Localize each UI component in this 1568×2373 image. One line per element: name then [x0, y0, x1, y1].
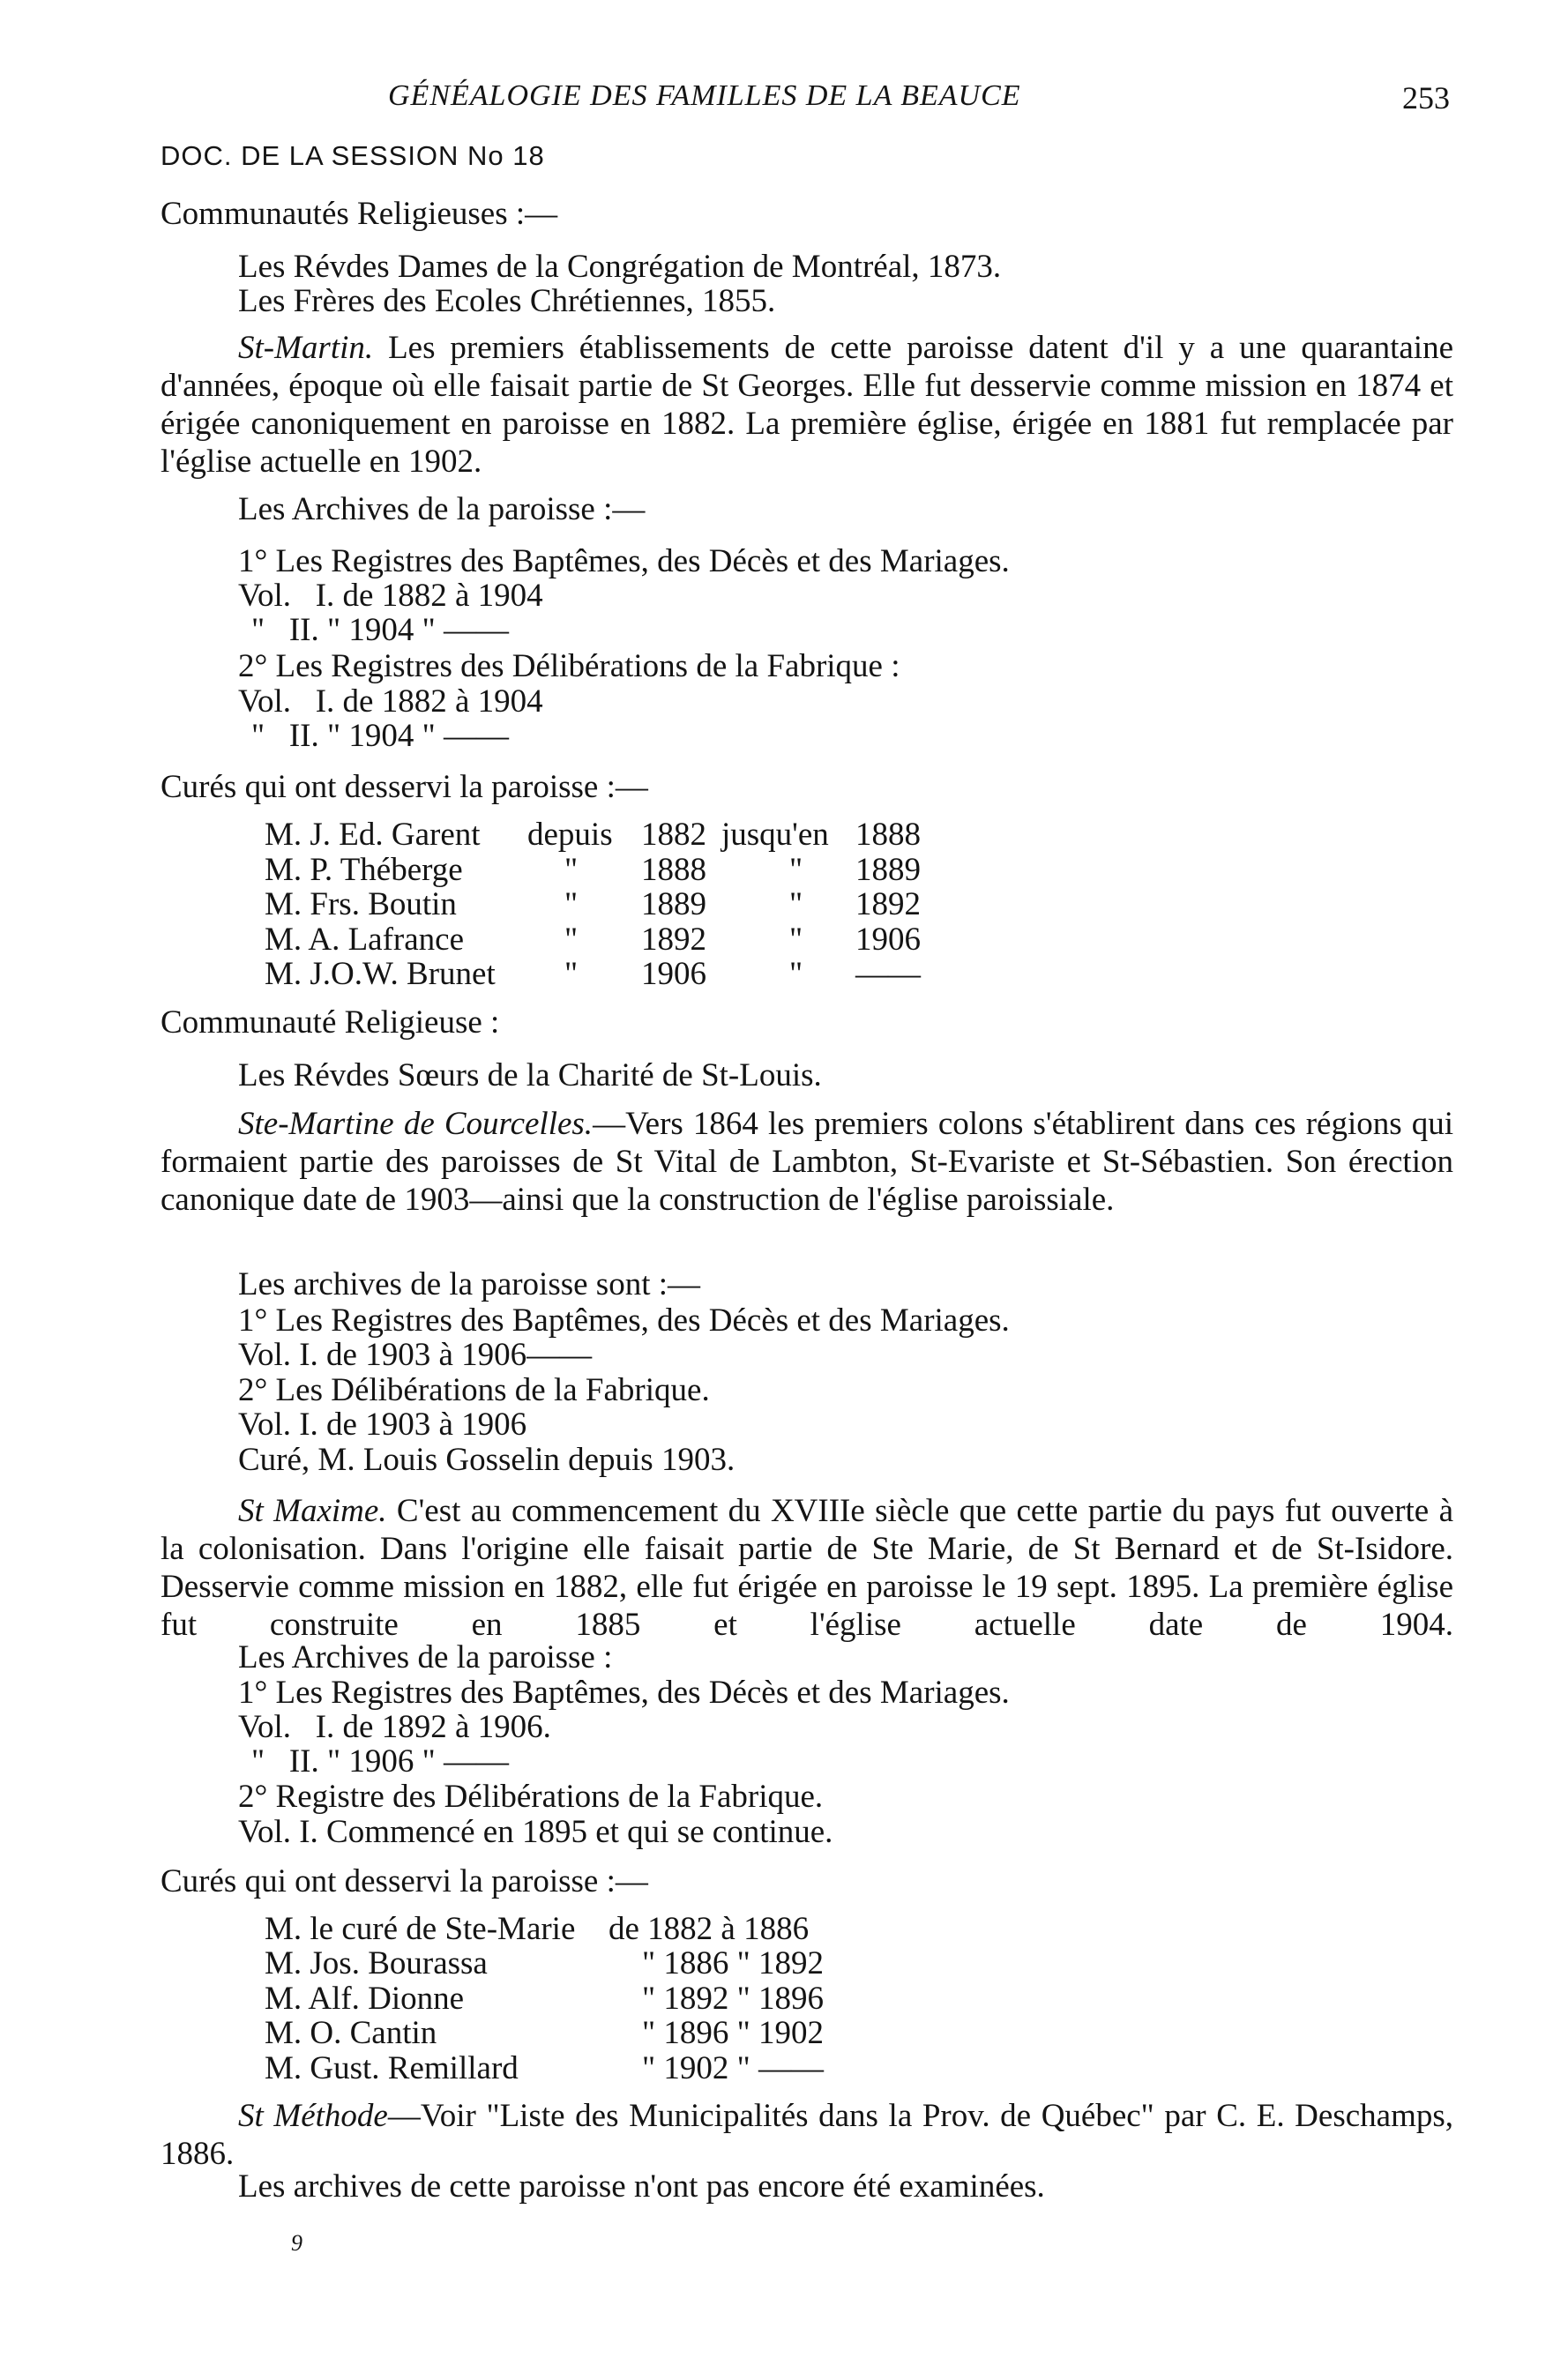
cure-from-label: ": [564, 886, 579, 922]
cure-from-year: 1889: [641, 886, 706, 922]
cure-to-label: ": [789, 852, 803, 888]
st-martin-paragraph: [161, 329, 1453, 481]
st-martine-registry-2: 2° Les Délibérations de la Fabrique.: [238, 1372, 710, 1408]
st-maxime-paragraph: [161, 1492, 1453, 1644]
cure-to-year: 1889: [855, 852, 921, 888]
st-maxime-archives-heading: Les Archives de la paroisse :: [238, 1639, 613, 1675]
page-number: 253: [1402, 80, 1450, 116]
cure-to-year: ——: [855, 956, 921, 992]
cure-from-year: 1906: [641, 956, 706, 992]
cure-from-label: ": [564, 956, 579, 992]
st-martin-cures-heading: Curés qui ont desservi la paroisse :—: [161, 769, 648, 805]
st-martin-name: St-Martin.: [238, 330, 374, 366]
signature-mark: 9: [291, 2230, 302, 2256]
cure-to-label: ": [789, 886, 803, 922]
communautes-heading: Communautés Religieuses :—: [161, 196, 558, 232]
cure-name: M. Jos. Bourassa: [265, 1945, 488, 1981]
cure-from-label: ": [564, 852, 579, 888]
st-martin-archives-heading: Les Archives de la paroisse :—: [238, 491, 646, 527]
cure-from-year: 1888: [641, 852, 706, 888]
st-martin-registry-2-vol-2: " II. " 1904 " ——: [251, 718, 509, 754]
st-martine-cure: Curé, M. Louis Gosselin depuis 1903.: [238, 1442, 735, 1478]
st-methode-paragraph: [161, 2097, 1453, 2173]
st-martine-archives-heading: Les archives de la paroisse sont :—: [238, 1266, 701, 1302]
running-title: GÉNÉALOGIE DES FAMILLES DE LA BEAUCE: [388, 79, 1021, 112]
communaute-item: Les Frères des Ecoles Chrétiennes, 1855.: [238, 283, 776, 319]
communaute-item: Les Révdes Dames de la Congrégation de Montréal, 1873.: [238, 249, 1002, 285]
st-maxime-text: C'est au commencement du XVIIIe siècle que cette partie du pays fut ouverte à la colonisation. Dans l'origine elle faisait partie de Ste Marie, de St Bernard et de St-Isidore. Desservie comme mission en 1882, elle fut érigée en paroisse le 19 sept. 1895. La première église fut construite en 1885 et l'église actuelle date de 1904.: [161, 1493, 1453, 1643]
st-martin-text: Les premiers établissements de cette paroisse datent d'il y a une quarantaine d'années, époque où elle faisait partie de St Georges. Elle fut desservie comme mission en 1874 et érigée canoniquement en paroisse en 1882. La première église, érigée en 1881 fut remplacée par l'église actuelle en 1902.: [161, 330, 1453, 480]
st-maxime-registry-2: 2° Registre des Délibérations de la Fabrique.: [238, 1779, 824, 1815]
st-maxime-registry-1-vol-1: Vol. I. de 1892 à 1906.: [238, 1709, 551, 1745]
cure-span: " 1902 " ——: [642, 2050, 824, 2086]
cure-to-label: jusqu'en: [721, 817, 829, 853]
st-martin-communaute: Les Révdes Sœurs de la Charité de St-Louis.: [238, 1057, 822, 1093]
cure-to-year: 1888: [855, 817, 921, 853]
cure-name: M. Alf. Dionne: [265, 1981, 465, 2017]
st-martine-registry-1-vol: Vol. I. de 1903 à 1906——: [238, 1337, 593, 1373]
cure-from-label: depuis: [527, 817, 613, 853]
cure-from-year: 1892: [641, 922, 706, 958]
cure-from-label: ": [564, 922, 579, 958]
cure-span: " 1896 " 1902: [642, 2015, 824, 2051]
st-martine-name: Ste-Martine de Courcelles.: [238, 1106, 594, 1142]
cure-to-label: ": [789, 922, 803, 958]
cure-to-year: 1892: [855, 886, 921, 922]
st-martine-registry-2-vol: Vol. I. de 1903 à 1906: [238, 1407, 527, 1443]
st-martin-registry-1: 1° Les Registres des Baptêmes, des Décès et des Mariages.: [238, 543, 1010, 579]
cure-name: M. le curé de Ste-Marie: [265, 1911, 576, 1947]
doc-session-label: DOC. DE LA SESSION No 18: [161, 140, 545, 171]
cure-name: M. J. Ed. Garent: [265, 817, 481, 853]
cure-name: M. O. Cantin: [265, 2015, 437, 2051]
cure-to-year: 1906: [855, 922, 921, 958]
st-martine-paragraph: [161, 1105, 1453, 1219]
st-maxime-cures-heading: Curés qui ont desservi la paroisse :—: [161, 1863, 648, 1899]
st-martin-communaute-heading: Communauté Religieuse :: [161, 1004, 500, 1041]
st-martine-registry-1: 1° Les Registres des Baptêmes, des Décès et des Mariages.: [238, 1302, 1010, 1339]
cure-name: M. P. Théberge: [265, 852, 463, 888]
st-martin-registry-1-vol-2: " II. " 1904 " ——: [251, 612, 509, 648]
st-martin-registry-2: 2° Les Registres des Délibérations de la Fabrique :: [238, 648, 900, 684]
st-methode-text: —Voir "Liste des Municipalités dans la Prov. de Québec" par C. E. Deschamps, 1886.: [161, 2098, 1453, 2172]
st-martin-registry-1-vol-1: Vol. I. de 1882 à 1904: [238, 578, 543, 614]
st-maxime-registry-2-vol: Vol. I. Commencé en 1895 et qui se continue.: [238, 1814, 833, 1850]
st-martin-registry-2-vol-1: Vol. I. de 1882 à 1904: [238, 683, 543, 720]
cure-from-year: 1882: [641, 817, 706, 853]
st-maxime-name: St Maxime.: [238, 1493, 387, 1529]
st-methode-note: Les archives de cette paroisse n'ont pas encore été examinées.: [238, 2168, 1045, 2205]
st-martine-text: —Vers 1864 les premiers colons s'établirent dans ces régions qui formaient partie des paroisses de St Vital de Lambton, St-Evariste et St-Sébastien. Son érection canonique date de 1903—ainsi que la construction de l'église paroissiale.: [161, 1106, 1454, 1218]
st-maxime-registry-1: 1° Les Registres des Baptêmes, des Décès et des Mariages.: [238, 1675, 1010, 1711]
cure-span: " 1892 " 1896: [642, 1981, 824, 2017]
cure-name: M. J.O.W. Brunet: [265, 956, 496, 992]
cure-name: M. Gust. Remillard: [265, 2050, 519, 2086]
cure-name: M. A. Lafrance: [265, 922, 465, 958]
st-maxime-registry-1-vol-2: " II. " 1906 " ——: [251, 1743, 509, 1780]
cure-name: M. Frs. Boutin: [265, 886, 457, 922]
cure-to-label: ": [789, 956, 803, 992]
st-methode-name: St Méthode: [238, 2098, 388, 2134]
cure-span: " 1886 " 1892: [642, 1945, 824, 1981]
cure-span: de 1882 à 1886: [609, 1911, 810, 1947]
